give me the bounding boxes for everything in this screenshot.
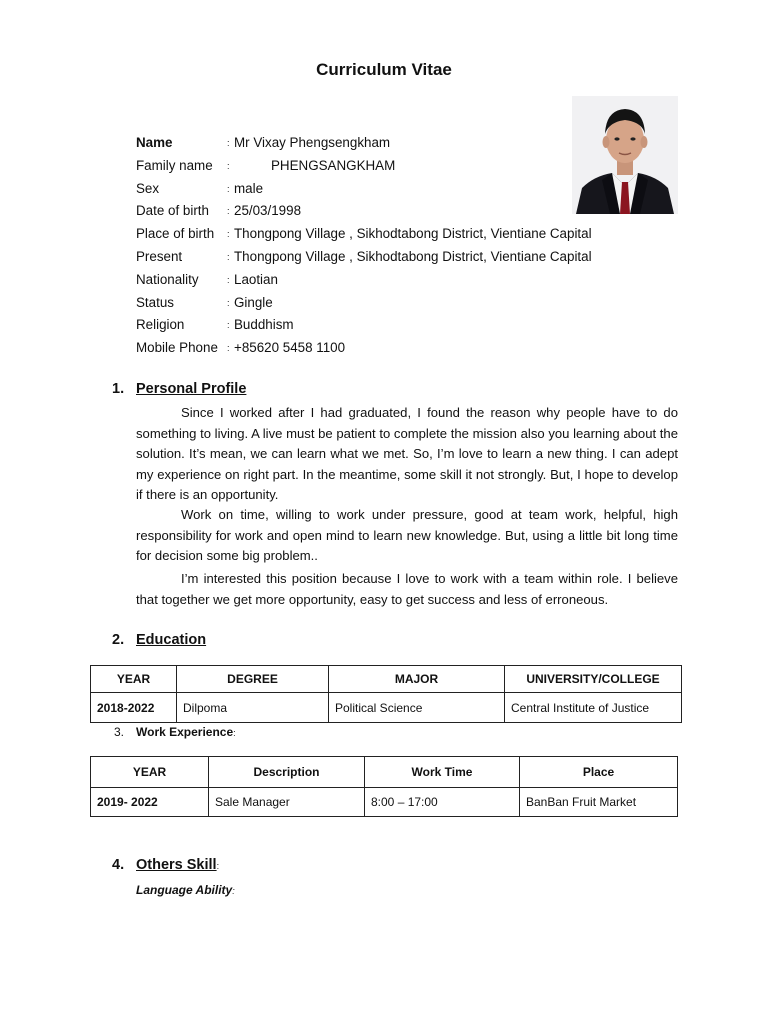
info-row-religion [136, 314, 616, 337]
profile-paragraph: I’m interested this position because I love to work with a team within role. I believe that together we get more opportunity, easy to get success and less of erroneous. [136, 571, 678, 607]
table-header: YEAR [91, 757, 209, 788]
info-label: Religion [136, 317, 185, 333]
info-value: +85620 5458 1100 [234, 340, 346, 356]
subhead-suffix: : [232, 886, 235, 896]
info-value: 25/03/1998 [234, 203, 302, 219]
work-experience-table [90, 756, 678, 817]
subhead-text: Language Ability [136, 883, 233, 897]
language-ability-label [136, 883, 235, 897]
info-value: Buddhism [234, 317, 294, 333]
table-header: YEAR [91, 666, 177, 693]
info-row-sex [136, 178, 616, 201]
table-cell: BanBan Fruit Market [520, 788, 678, 817]
info-colon: : [227, 160, 230, 171]
section-heading-personal-profile [112, 381, 246, 397]
info-value: PHENGSANGKHAM [271, 157, 396, 173]
info-row-date-of-birth [136, 200, 616, 223]
section-number: 2. [112, 632, 125, 648]
info-row-place-of-birth [136, 223, 616, 246]
table-cell: 2018-2022 [91, 693, 177, 723]
info-label: Nationality [136, 271, 199, 287]
info-label: Mobile Phone [136, 340, 218, 356]
info-row-name [136, 132, 616, 155]
profile-paragraph: Since I worked after I had graduated, I found the reason why people have to do something to living. A live must be patient to complete the mission also you learning about the solution. It’s mean, we can learn what we met. So, I’m love to learn a new thing. I can adept my experience on right part. In the meantime, some skill it not strongly. But, I hope to develop if there is an opportunity. [136, 405, 678, 503]
info-value: Laotian [234, 271, 278, 287]
info-row-nationality [136, 269, 616, 292]
table-header: DEGREE [177, 666, 329, 693]
table-cell: Political Science [329, 693, 505, 723]
table-cell: Central Institute of Justice [505, 693, 682, 723]
profile-paragraph: Work on time, willing to work under pressure, good at team work, helpful, high responsibility for work and open mind to learn new knowledge. But, using a little bit long time for decision some big problem.. [136, 507, 678, 564]
info-colon: : [227, 297, 230, 308]
section-heading-work-experience [114, 725, 236, 739]
section-title: Personal Profile [136, 381, 247, 397]
section-heading-others-skill [112, 857, 219, 873]
info-label: Present [136, 248, 183, 264]
info-colon: : [227, 251, 230, 262]
info-label: Name [136, 135, 173, 150]
info-label: Date of birth [136, 203, 209, 219]
table-header: MAJOR [329, 666, 505, 693]
table-header-row [91, 666, 682, 693]
info-colon: : [227, 229, 230, 240]
table-header: UNIVERSITY/COLLEGE [505, 666, 682, 693]
info-row-family-name [136, 155, 616, 178]
education-table [90, 665, 682, 723]
info-label: Place of birth [136, 226, 215, 242]
table-header-row [91, 757, 678, 788]
table-cell: 2019- 2022 [91, 788, 209, 817]
section-title: Others Skill [136, 857, 217, 873]
section-heading-education [112, 632, 206, 648]
info-label: Status [136, 294, 174, 310]
info-colon: : [227, 183, 230, 194]
table-cell: Sale Manager [209, 788, 365, 817]
section-suffix: : [216, 861, 220, 871]
info-row-present [136, 246, 616, 269]
info-colon: : [227, 206, 230, 217]
info-label: Family name [136, 157, 213, 173]
info-value: male [234, 180, 264, 196]
info-value: Thongpong Village , Sikhodtabong District, Vientiane Capital [234, 248, 592, 264]
section-number: 4. [112, 857, 125, 873]
info-colon: : [227, 274, 230, 285]
section-number: 1. [112, 381, 125, 397]
info-row-mobile-phone [136, 337, 616, 360]
info-colon: : [227, 138, 230, 148]
section-suffix: : [233, 728, 236, 738]
info-value: Gingle [234, 294, 273, 310]
table-row [91, 693, 682, 723]
table-cell: Dilpoma [177, 693, 329, 723]
table-header: Work Time [365, 757, 520, 788]
personal-info [136, 132, 616, 360]
info-row-status [136, 292, 616, 315]
info-value: Thongpong Village , Sikhodtabong District, Vientiane Capital [234, 226, 592, 242]
table-header: Description [209, 757, 365, 788]
table-header: Place [520, 757, 678, 788]
section-title: Education [136, 632, 207, 648]
section-title: Work Experience [136, 725, 234, 739]
info-colon: : [227, 343, 230, 354]
info-colon: : [227, 320, 230, 331]
info-value: Mr Vixay Phengsengkham [234, 135, 391, 150]
section-number: 3. [114, 725, 125, 739]
info-label: Sex [136, 180, 160, 196]
document-title: Curriculum Vitae [316, 60, 452, 79]
table-cell: 8:00 – 17:00 [365, 788, 520, 817]
table-row [91, 788, 678, 817]
